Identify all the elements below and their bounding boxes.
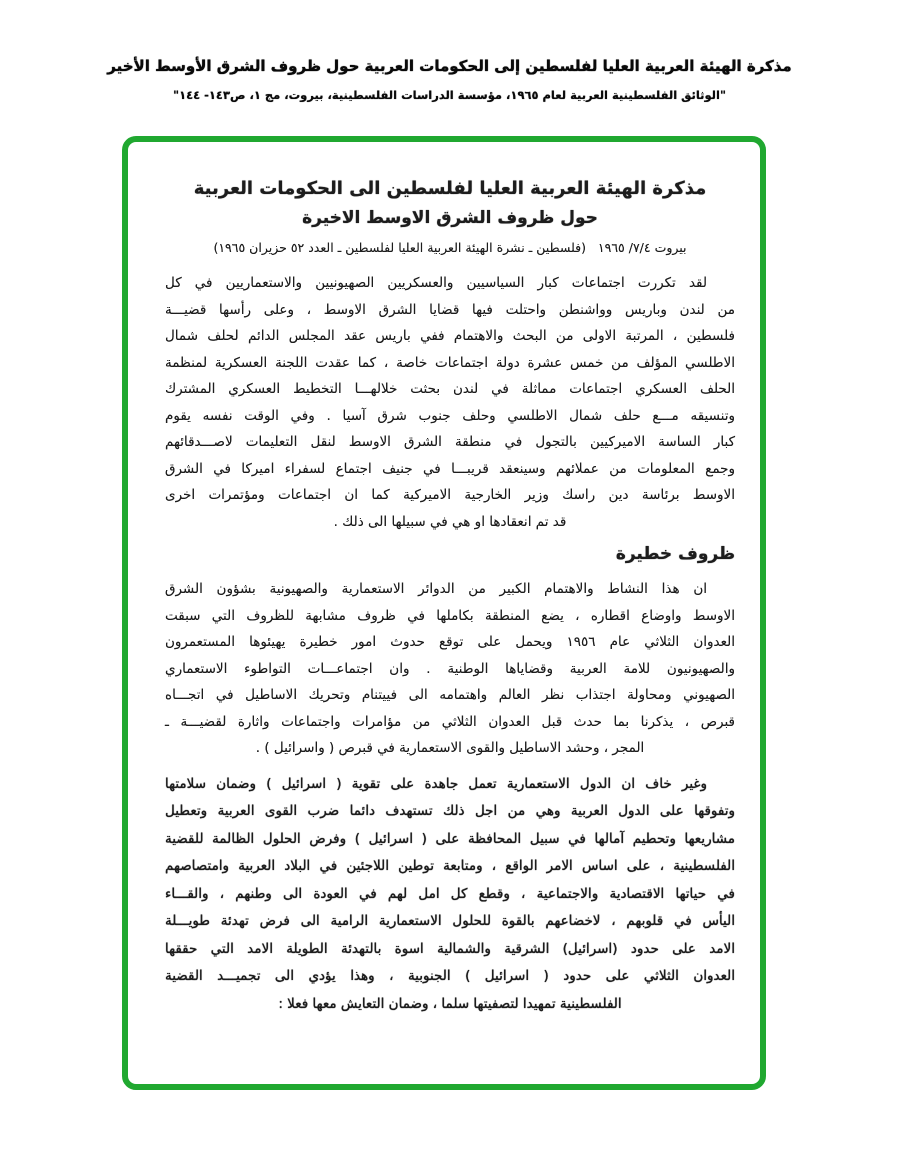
paragraph-line: وتفوقها على الدول العربية وهي من اجل ذلك تستهدف دائما ضرب القوى العربية وتعطيل	[165, 803, 735, 819]
document-dateline: بيروت ٧/٤/ ١٩٦٥ (فلسطين ـ نشرة الهيئة العربية العليا لفلسطين ـ العدد ٥٢ حزيران ١٩٦٥)	[213, 240, 687, 255]
paragraph-line: قبرص ، يذكرنا بما حدث قبل العدوان الثلاثي من مؤامرات واجتماعات واثارة لقضيـــة ـ	[165, 713, 735, 730]
paragraph-line: وجمع المعلومات من عملائهم وسينعقد قريبـــا في جنيف اجتماع لسفراء اميركا في الشرق	[165, 460, 735, 477]
paragraph-line: العدوان الثلاثي عام ١٩٥٦ ويحمل على توقع حدوث امور خطيرة يهيئوها المستعمرون	[165, 634, 735, 650]
section-heading: ظروف خطيرة	[615, 544, 735, 564]
paragraph-line: ان هذا النشاط والاهتمام الكبير من الدوائر الاستعمارية والصهيونية بشؤون الشرق	[165, 581, 707, 597]
frame-corner-shadow	[756, 1080, 768, 1092]
paragraph-line: المجر ، وحشد الاساطيل والقوى الاستعمارية في قبرص ( واسرائيل ) .	[255, 740, 645, 756]
paragraph-line: الفلسطينية تمهيدا لتصفيتها سلما ، وضمان التعايش معها فعلا :	[278, 995, 622, 1012]
paragraph-line: الاطلسي المؤلف من خمس عشرة دولة اجتماعات خاصة ، كما عقدت اللجنة العسكرية لمنظمة	[165, 354, 735, 371]
paragraph-line: الفلسطينية ، على اساس الامر الواقع ، ومتابعة توطين اللاجئين في البلاد العربية وامتصاصهم	[165, 858, 735, 874]
paragraph-line: الاوسط واوضاع اقطاره ، يضع المنطقة بكاملها في ظروف مشابهة للظروف التي سبقت	[165, 607, 735, 624]
paragraph-line: مشاريعها وتحطيم آمالها في سبيل المحافظة على ( اسرائيل ) وفرض الحلول الظالمة للقضية	[165, 830, 735, 847]
document-subtitle: حول ظروف الشرق الاوسط الاخيرة	[302, 208, 598, 228]
document-title: مذكرة الهيئة العربية العليا لفلسطين الى الحكومات العربية	[193, 178, 707, 199]
paragraph-line: الصهيوني ومحاولة اجتذاب نظر العالم واهتمامه الى فييتنام وتحريك الاساطيل في اتجـــاه	[165, 687, 735, 703]
paragraph-line: وتنسيقه مـــع حلف شمال الاطلسي وحلف جنوب شرق آسيا . وفي الوقت نفسه يقوم	[165, 407, 735, 424]
paragraph-line: كبار الساسة الاميركيين بالتجول في منطقة الشرق الاوسط لنقل التعليمات لاصـــدقائهم	[165, 434, 735, 450]
paragraph-3	[165, 771, 735, 1019]
paragraph-line: الامد على حدود (اسرائيل) الشرقية والشمالية اسوة بالتهدئة الطويلة الامد التي حققها	[165, 940, 735, 957]
paragraph-1	[165, 270, 735, 535]
paragraph-line: والصهيونيون للامة العربية وقضاياها الوطنية . وان اجتماعـــات التواطوء الاستعماري	[165, 660, 735, 677]
scanned-document	[165, 142, 735, 1018]
paragraph-line: في حياتها الاقتصادية والاجتماعية ، وقطع كل امل لهم في العودة الى وطنهم ، والقـــاء	[165, 885, 735, 902]
paragraph-line: من لندن وباريس وواشنطن واحتلت فيها قضايا الشرق الاوسط ، وعلى رأسها قضيـــة	[165, 301, 735, 318]
citation-header	[0, 57, 899, 102]
paragraph-line: وغير خاف ان الدول الاستعمارية تعمل جاهدة على تقوية ( اسرائيل ) وضمان سلامتها	[165, 775, 707, 792]
citation-title: مذكرة الهيئة العربية العليا لفلسطين إلى الحكومات العربية حول ظروف الشرق الأوسط الأخير	[107, 57, 792, 75]
paragraph-line: الحلف العسكري اجتماعات مماثلة في لندن بحثت خلالهـــا التخطيط العسكري المشترك	[165, 381, 735, 397]
paragraph-line: اليأس في قلوبهم ، لاخضاعهم بالقوة للحلول الاستعمارية الرامية الى فرض تهدئة طويـــلة	[165, 913, 735, 929]
paragraph-line: الاوسط برئاسة دين راسك وزير الخارجية الاميركية كما ان اجتماعات ومؤتمرات اخرى	[165, 487, 735, 503]
paragraph-2	[165, 576, 735, 762]
paragraph-line: العدوان الثلاثي على حدود ( اسرائيل ) الجنوبية ، وهذا يؤدي الى تجميـــد القضية	[165, 968, 735, 984]
paragraph-line: لقد تكررت اجتماعات كبار السياسيين والعسكريين الصهيونيين والاستعماريين في كل	[165, 275, 707, 291]
paragraph-line: قد تم انعقادها او هي في سبيلها الى ذلك .	[333, 513, 567, 530]
citation-source: "الوثائق الفلسطينية العربية لعام ١٩٦٥، مؤسسة الدراسات الفلسطينية، بيروت، مج ١، ص١٤٣- ١٤٤"	[173, 88, 726, 102]
paragraph-line: فلسطين ، المرتبة الاولى من البحث والاهتمام ففي باريس عقد المجلس الدائم لحلف شمال	[165, 328, 735, 344]
